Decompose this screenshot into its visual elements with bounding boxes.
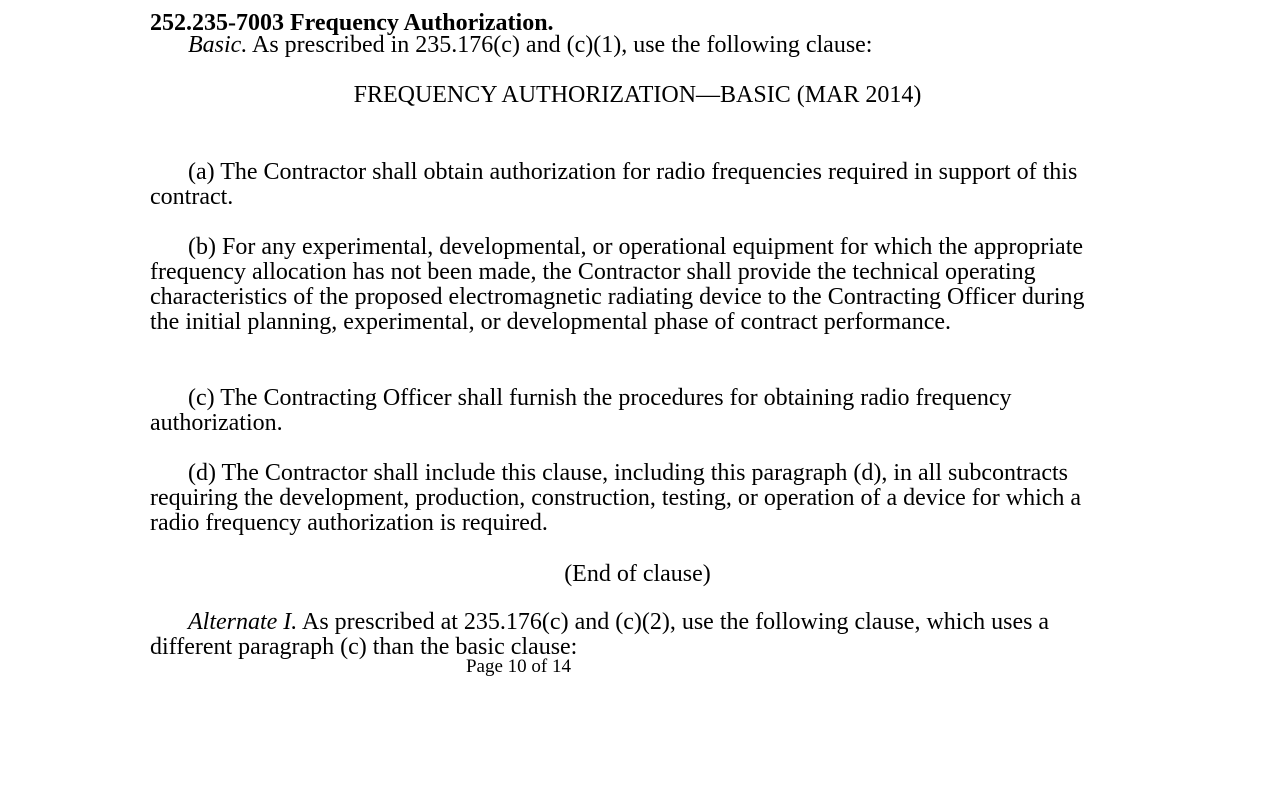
end-of-clause: (End of clause) <box>564 561 711 587</box>
basic-intro-paragraph <box>150 33 1115 58</box>
paragraph-c: (c) The Contracting Officer shall furnish the procedures for obtaining radio frequency authorization. <box>150 385 1012 436</box>
alternate-intro-text: As prescribed at 235.176(c) and (c)(2), use the following clause, which uses a different paragraph (c) than the basic clause: <box>150 609 1050 660</box>
clause-title: FREQUENCY AUTHORIZATION—BASIC (MAR 2014) <box>353 82 922 108</box>
basic-label: Basic. <box>188 32 248 58</box>
paragraph-b: (b) For any experimental, developmental, or operational equipment for which the appropriate frequency allocation has not been made, the Contractor shall provide the technical operating characteristics of the proposed electromagnetic radiating device to the Contracting Officer during the initial planning, experimental, or developmental phase of contract performance. <box>150 234 1085 335</box>
paragraph-d: (d) The Contractor shall include this clause, including this paragraph (d), in all subcontracts requiring the development, production, construction, testing, or operation of a device for which a radio frequency authorization is required. <box>150 460 1082 536</box>
alternate-intro-paragraph <box>150 610 1115 660</box>
basic-intro-text: As prescribed in 235.176(c) and (c)(1), use the following clause: <box>247 32 873 58</box>
paragraph-a: (a) The Contractor shall obtain authorization for radio frequencies required in support of this contract. <box>150 159 1078 210</box>
page-footer: Page 10 of 14 <box>465 656 571 677</box>
section-heading: 252.235-7003 Frequency Authorization. <box>150 10 554 36</box>
alternate-label: Alternate I. <box>188 609 298 635</box>
